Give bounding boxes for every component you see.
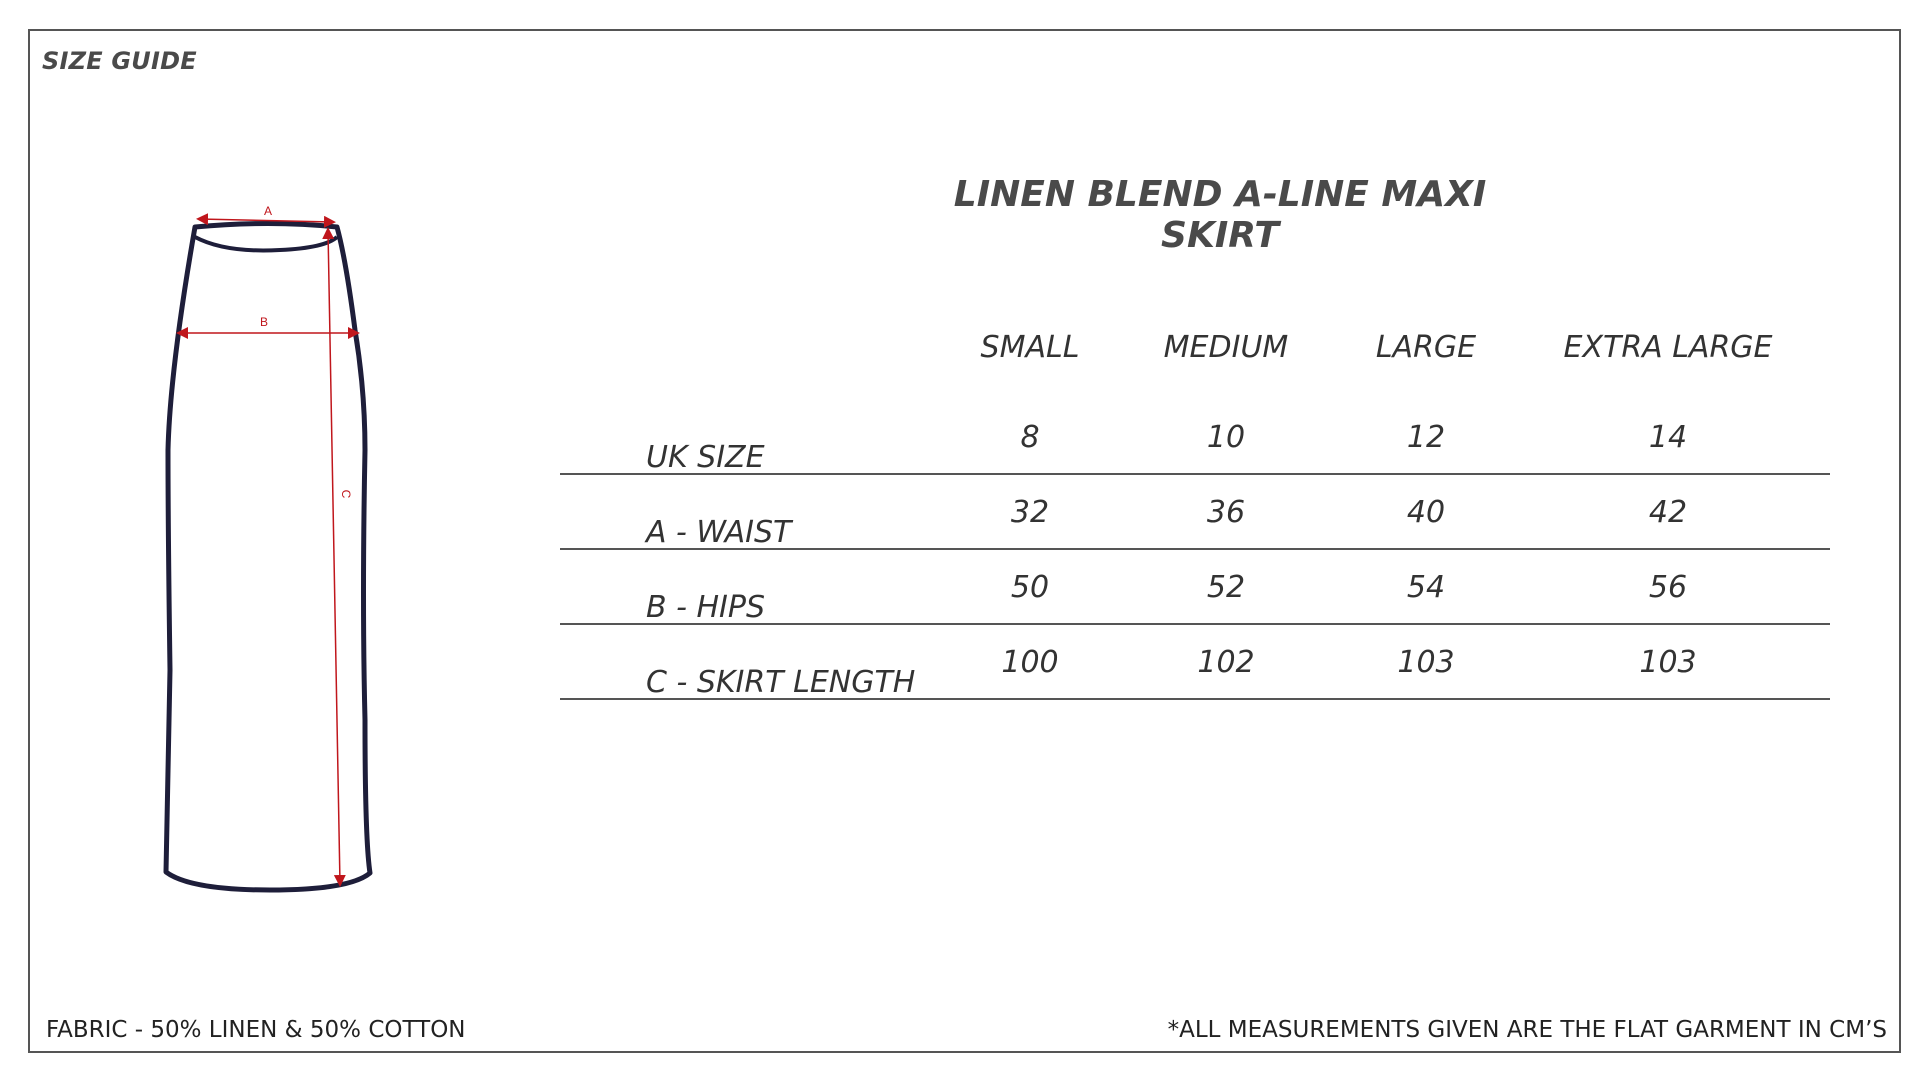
table-cell: 12 [1406, 420, 1446, 455]
table-cell: 14 [1648, 420, 1688, 455]
column-header-medium: MEDIUM [1163, 330, 1289, 365]
table-cell: 56 [1648, 570, 1688, 605]
waistband-line [195, 237, 337, 250]
table-cell: 103 [1639, 645, 1697, 680]
table-cell: 103 [1397, 645, 1455, 680]
row-label: UK SIZE [646, 440, 765, 475]
table-cell: 42 [1648, 495, 1688, 530]
table-cell: 8 [1020, 420, 1040, 455]
product-title: LINEN BLEND A-LINE MAXI SKIRT [953, 174, 1487, 256]
table-row-hips [560, 550, 1830, 625]
label-a: A [263, 204, 273, 218]
table-cell: 50 [1010, 570, 1050, 605]
skirt-diagram [150, 200, 390, 910]
column-header-extra-large: EXTRA LARGE [1563, 330, 1773, 365]
size-guide-title: SIZE GUIDE [42, 47, 197, 75]
label-b: B [259, 315, 269, 329]
size-table [560, 310, 1830, 700]
table-cell: 54 [1406, 570, 1446, 605]
table-cell: 36 [1206, 495, 1246, 530]
fabric-note: FABRIC - 50% LINEN & 50% COTTON [46, 1017, 466, 1043]
column-header-large: LARGE [1375, 330, 1477, 365]
table-cell: 10 [1206, 420, 1246, 455]
table-cell: 52 [1206, 570, 1246, 605]
column-header-small: SMALL [980, 330, 1080, 365]
table-cell: 32 [1010, 495, 1050, 530]
table-header-row [560, 310, 1830, 400]
table-cell: 102 [1197, 645, 1255, 680]
table-cell: 40 [1406, 495, 1446, 530]
table-row-waist [560, 475, 1830, 550]
table-cell: 100 [1001, 645, 1059, 680]
row-label: C - SKIRT LENGTH [646, 665, 916, 700]
label-c: C [339, 489, 353, 499]
table-row-skirt-length [560, 625, 1830, 700]
length-measure-line [328, 230, 340, 884]
row-label: A - WAIST [646, 515, 792, 550]
row-label: B - HIPS [646, 590, 766, 625]
table-row-uk-size [560, 400, 1830, 475]
measurements-note: *ALL MEASUREMENTS GIVEN ARE THE FLAT GARMENT IN CM’S [1167, 1017, 1887, 1043]
